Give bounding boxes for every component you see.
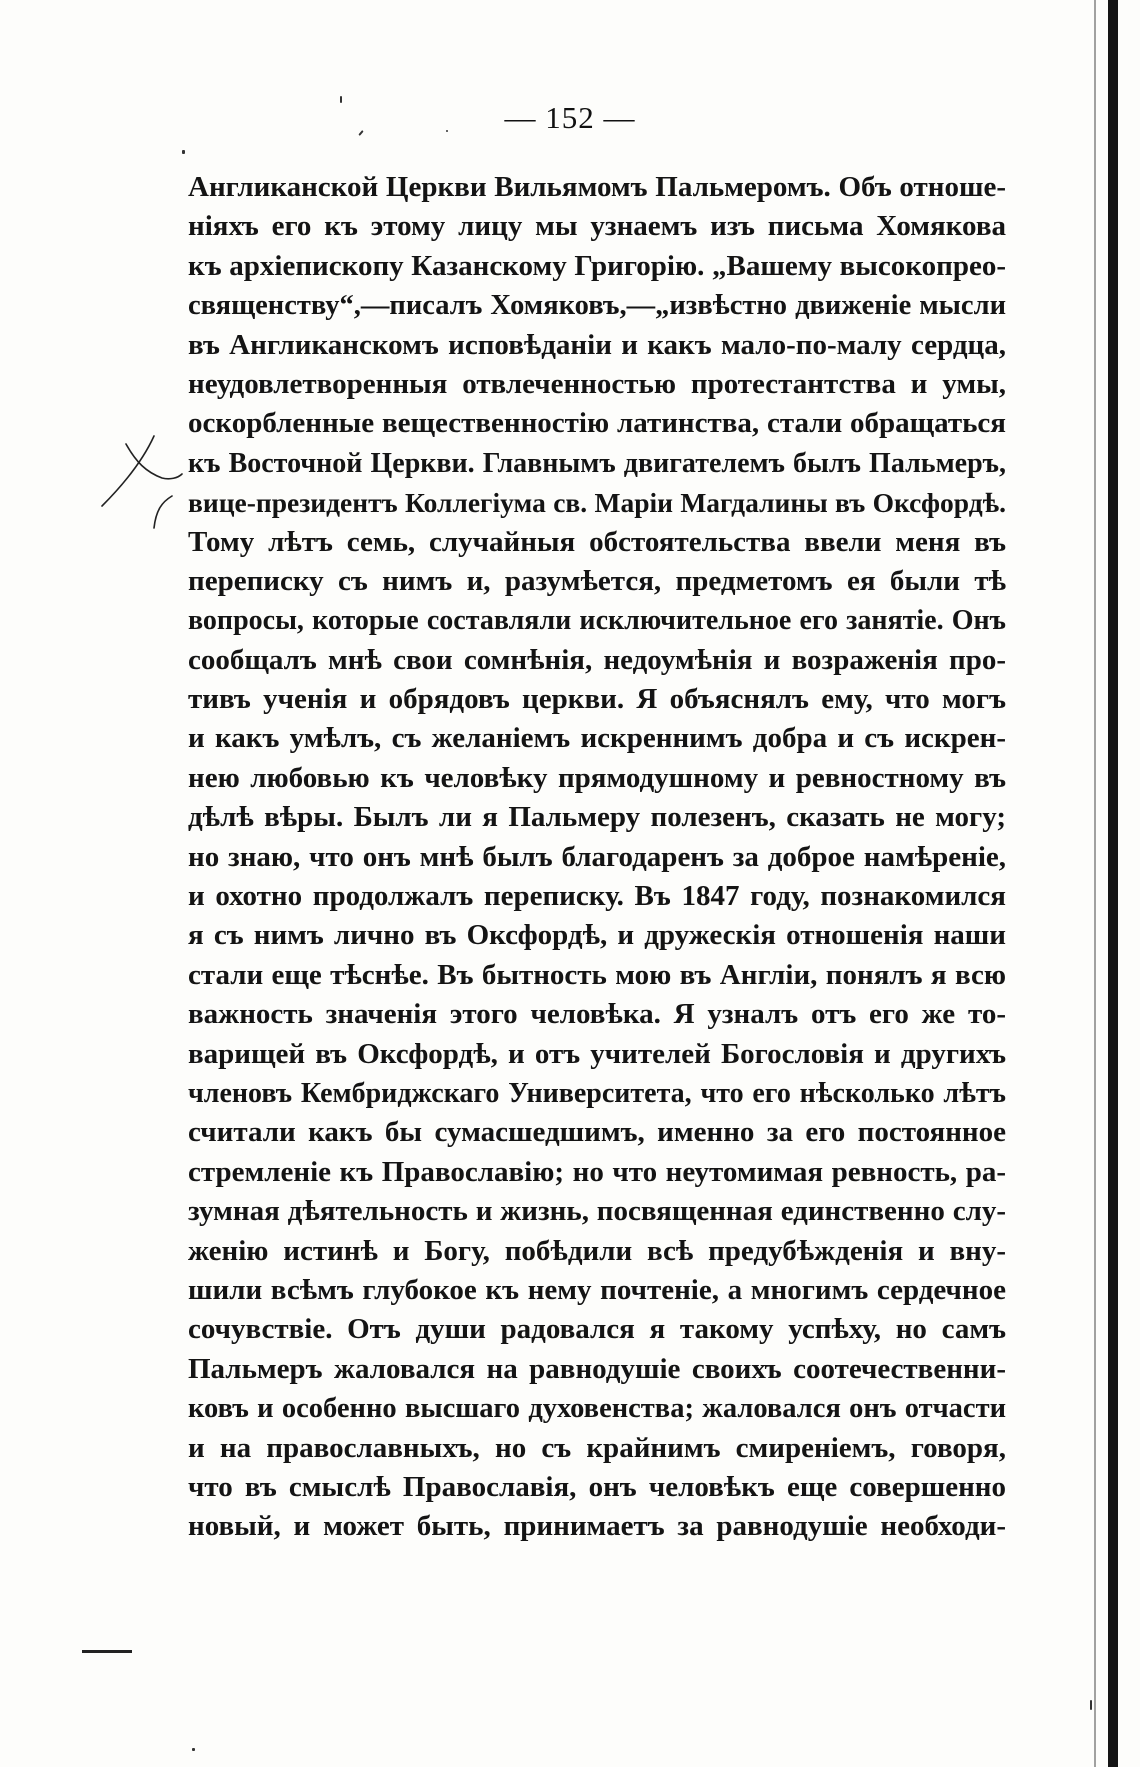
page-edge-shadow	[1094, 0, 1096, 1767]
text-line: считали какъ бы сумасшедшимъ, именно за его постоянное	[188, 1116, 1006, 1149]
text-line: ковъ и особенно высшаго духовенства; жаловался онъ отчасти	[188, 1393, 1006, 1425]
speck-mark	[182, 150, 185, 154]
text-line: Тому лѣтъ семь, случайныя обстоятельства ввели меня въ	[188, 525, 1006, 558]
text-line: я съ нимъ лично въ Оксфордѣ, и дружескія отношенія наши	[188, 919, 1006, 952]
text-line: шили всѣмъ глубокое къ нему почтеніе, а многимъ сердечное	[188, 1273, 1006, 1306]
body-text	[188, 168, 1006, 1547]
margin-dash-mark	[82, 1650, 132, 1653]
text-line: но знаю, что онъ мнѣ былъ благодаренъ за доброе намѣреніе,	[188, 840, 1006, 873]
text-line: переписку съ нимъ и, разумѣется, предметомъ ея были тѣ	[188, 564, 1006, 597]
text-line: членовъ Кембриджскаго Университета, что его нѣсколько лѣтъ	[188, 1077, 1006, 1109]
text-line: сообщалъ мнѣ свои сомнѣнія, недоумѣнія и возраженія про-	[188, 643, 1006, 676]
text-line: къ Восточной Церкви. Главнымъ двигателемъ былъ Пальмеръ,	[188, 447, 1006, 479]
text-line: дѣлѣ вѣры. Былъ ли я Пальмеру полезенъ, сказать не могу;	[188, 801, 1006, 834]
text-line: важность значенія этого человѣка. Я узналъ отъ его же то-	[188, 998, 1006, 1031]
text-line: неудовлетворенныя отвлеченностью протестантства и умы,	[188, 367, 1006, 400]
text-line: Англиканской Церкви Вильямомъ Пальмеромъ. Объ отноше-	[188, 171, 1006, 203]
text-line: въ Англиканскомъ исповѣданіи и какъ мало-по-малу сердца,	[188, 328, 1006, 361]
text-line: ніяхъ его къ этому лицу мы узнаемъ изъ письма Хомякова	[188, 210, 1006, 243]
text-line: Пальмеръ жаловался на равнодушіе своихъ соотечественни-	[188, 1352, 1006, 1385]
text-line: что въ смыслѣ Православія, онъ человѣкъ еще совершенно	[188, 1470, 1006, 1503]
text-line: священству“,—писалъ Хомяковъ,—„извѣстно движеніе мысли	[188, 290, 1006, 322]
text-line: сочувствіе. Отъ души радовался я такому успѣху, но самъ	[188, 1313, 1006, 1346]
text-line: вопросы, которые составляли исключительное его занятіе. Онъ	[188, 605, 1006, 637]
text-line: вице-президентъ Коллегіума св. Маріи Магдалины въ Оксфордѣ.	[188, 487, 1006, 519]
text-line: женію истинѣ и Богу, побѣдили всѣ предубѣжденія и вну-	[188, 1234, 1006, 1267]
text-line: оскорбленные вещественностію латинства, стали обращаться	[188, 407, 1006, 440]
text-line: къ архіепископу Казанскому Григорію. „Вашему высокопрео-	[188, 249, 1006, 282]
text-line: новый, и может быть, принимаетъ за равнодушіе необходи-	[188, 1510, 1006, 1543]
text-line: и на православныхъ, но съ крайнимъ смиреніемъ, говоря,	[188, 1431, 1006, 1464]
text-line: стали еще тѣснѣе. Въ бытность мою въ Англіи, понялъ я всю	[188, 958, 1006, 991]
text-line: нею любовью къ человѣку прямодушному и ревностному въ	[188, 761, 1006, 794]
page-number: — 152 —	[504, 100, 636, 135]
text-line: зумная дѣятельность и жизнь, посвященная единственно слу-	[188, 1195, 1006, 1228]
text-line: и охотно продолжалъ переписку. Въ 1847 году, познакомился	[188, 880, 1006, 913]
text-line: варищей въ Оксфордѣ, и отъ учителей Богословія и другихъ	[188, 1037, 1006, 1070]
text-line: тивъ ученія и обрядовъ церкви. Я объяснялъ ему, что могъ	[188, 683, 1006, 716]
speck-mark	[1090, 1700, 1092, 1710]
text-line: стремленіе къ Православію; но что неутомимая ревность, ра-	[188, 1155, 1006, 1188]
page-edge-border	[1108, 0, 1118, 1767]
text-line: и какъ умѣлъ, съ желаніемъ искреннимъ добра и съ искрен-	[188, 722, 1006, 755]
speck-mark	[192, 1748, 195, 1751]
